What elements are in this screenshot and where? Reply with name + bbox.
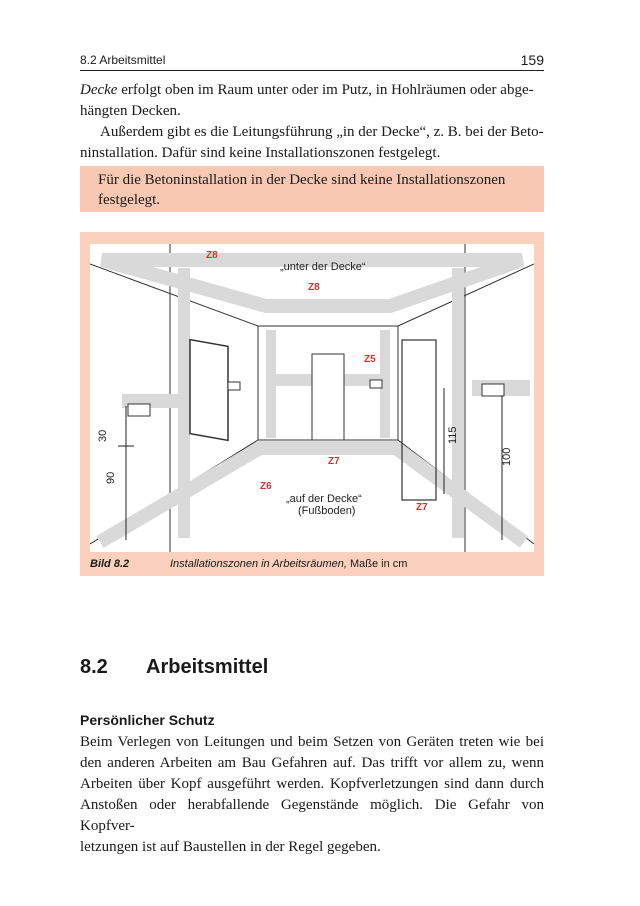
body-line: den anderen Arbeiten am Bau Gefahren auf. Das trifft vor allem zu, wenn — [80, 755, 544, 771]
label-ceiling: „unter der Decke“ — [280, 261, 366, 273]
dim-100: 100 — [501, 447, 513, 466]
dim-90: 90 — [105, 471, 117, 484]
body-line: letzungen ist auf Baustellen in der Regel gegeben. — [80, 839, 381, 855]
intro-italic-word: Decke — [80, 82, 118, 98]
body-line: Arbeiten über Kopf ausgeführt werden. Kopfverletzungen sind dann durch — [80, 776, 544, 792]
caption-rest: Maße in cm — [346, 558, 408, 570]
intro-p2-line1: Außerdem gibt es die Leitungsführung „in der Decke“, z. B. bei der Beto- — [100, 124, 544, 140]
section-heading — [80, 656, 268, 679]
caption-italic: Installationszonen in Arbeitsräumen, — [170, 558, 347, 570]
section-number: 8.2 — [80, 656, 108, 678]
dim-30: 30 — [97, 429, 109, 442]
label-z7-right: Z7 — [416, 502, 428, 513]
label-z6: Z6 — [260, 481, 272, 492]
running-head — [80, 52, 544, 71]
label-z7-center: Z7 — [328, 456, 340, 467]
caption-number: Bild 8.2 — [90, 558, 130, 570]
label-z5: Z5 — [364, 354, 376, 365]
label-floor-2: (Fußboden) — [298, 505, 356, 517]
page-number: 159 — [520, 52, 544, 68]
body-line: Anstoßen oder herabfallende Gegenstände möglich. Die Gefahr von Kopfver- — [80, 797, 544, 834]
label-z8-center: Z8 — [308, 282, 320, 293]
intro-p2-line2: ninstallation. Dafür sind keine Installationszonen festgelegt. — [80, 145, 441, 161]
running-head-section: 8.2 Arbeitsmittel — [80, 53, 166, 67]
body-paragraph — [80, 732, 544, 858]
figure-caption — [90, 558, 407, 570]
label-z8-left: Z8 — [206, 250, 218, 261]
socket-left — [128, 404, 150, 416]
callout-text: Für die Betoninstallation in der Decke sind keine Installationszonen festgelegt. — [98, 172, 506, 208]
figure-installation-zones — [80, 232, 544, 576]
subsection-heading: Persönlicher Schutz — [80, 712, 215, 728]
room-diagram — [90, 244, 534, 552]
section-title: Arbeitsmittel — [146, 656, 269, 678]
intro-paragraph-1 — [80, 80, 544, 122]
door-center — [312, 354, 344, 440]
dim-115: 115 — [447, 426, 459, 444]
intro-p1-rest: erfolgt oben im Raum unter oder im Putz, in Hohlräumen oder abge- — [117, 82, 534, 98]
body-line: Beim Verlegen von Leitungen und beim Setzen von Geräten treten wie bei — [80, 734, 544, 750]
socket-right — [482, 384, 504, 396]
label-floor-1: „auf der Decke“ — [286, 493, 362, 505]
intro-paragraph-2 — [80, 122, 544, 164]
callout-box — [80, 166, 544, 212]
intro-p1-line2: hängten Decken. — [80, 103, 181, 119]
